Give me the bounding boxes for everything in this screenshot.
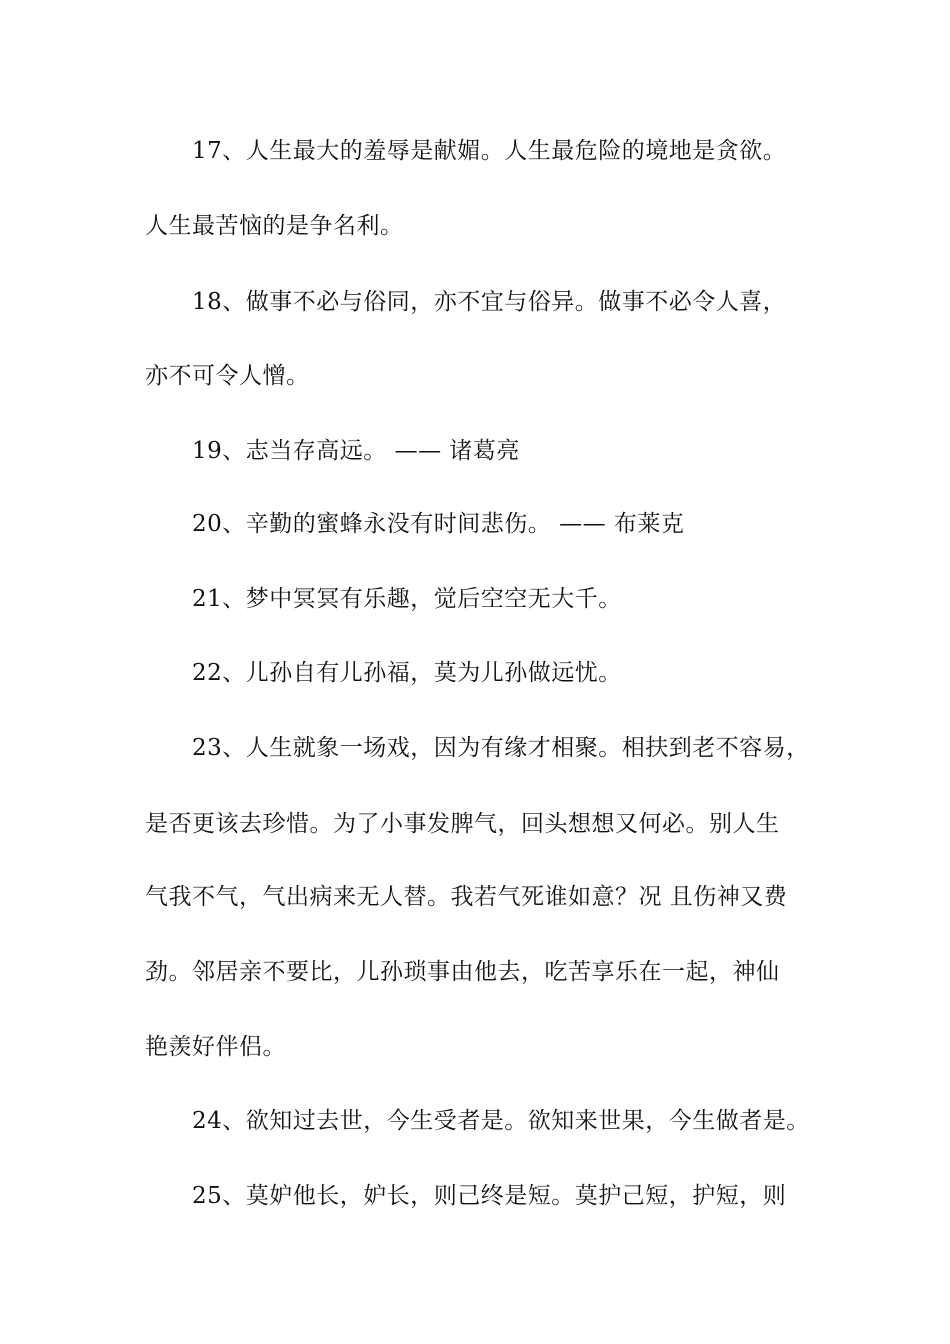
paragraph-23-line-5: 艳羡好伴侣。 [145,1034,286,1060]
paragraph-20: 20、辛勤的蜜蜂永没有时间悲伤。 —— 布莱克 [192,511,685,537]
paragraph-22: 22、儿孙自有儿孙福，莫为儿孙做远忧。 [192,660,622,686]
paragraph-17-line-1: 17、人生最大的羞辱是献媚。人生最危险的境地是贪欲。 [192,138,787,164]
paragraph-25-line-1: 25、莫妒他长，妒长，则己终是短。莫护己短，护短，则 [192,1183,787,1209]
paragraph-21: 21、梦中冥冥有乐趣，觉后空空无大千。 [192,586,622,612]
paragraph-23-line-3: 气我不气，气出病来无人替。我若气死谁如意？况 且伤神又费 [145,884,788,910]
paragraph-23-line-1: 23、人生就象一场戏，因为有缘才相聚。相扶到老不容易， [192,735,810,761]
paragraph-24: 24、欲知过去世，今生受者是。欲知来世果，今生做者是。 [192,1108,810,1134]
paragraph-19: 19、志当存高远。 —— 诸葛亮 [192,438,520,464]
paragraph-23-line-4: 劲。邻居亲不要比，儿孙琐事由他去，吃苦享乐在一起，神仙 [145,959,780,985]
paragraph-17-line-2: 人生最苦恼的是争名利。 [145,213,404,239]
paragraph-18-line-2: 亦不可令人憎。 [145,363,310,389]
paragraph-23-line-2: 是否更该去珍惜。为了小事发脾气，回头想想又何必。别人生 [145,811,780,837]
paragraph-18-line-1: 18、做事不必与俗同，亦不宜与俗异。做事不必令人喜， [192,289,787,315]
